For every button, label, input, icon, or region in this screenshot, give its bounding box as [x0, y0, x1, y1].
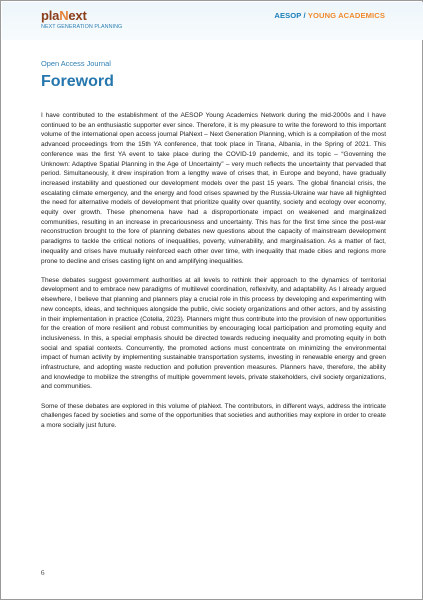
page-title: Foreword: [41, 73, 114, 90]
logo-text-pla: pla: [41, 8, 60, 23]
aesop-separator: /: [301, 11, 308, 20]
journal-label: Open Access Journal: [41, 59, 111, 68]
paragraph: Some of these debates are explored in this volume of plaNext. The contributors, in different ways, address the intricate challenges faced by societies and some of the opportunities that societies and authorities may explore in order to create a more socially just future.: [41, 402, 386, 430]
logo-subtitle: NEXT GENERATION PLANNING: [41, 24, 123, 30]
body-text: [41, 111, 386, 440]
planext-logo: [41, 9, 87, 23]
paragraph: I have contributed to the establishment of the AESOP Young Academics Network during the mid-2000s and I have continued to be an enthusiastic supporter ever since. Therefore, it is my pleasure to write the foreword to this important volume of the international open access journal PlaNext – Next Generation Planning, which is a compilation of the most advanced proceedings from the 15th YA conference, that took place in Tirana, Albania, in the Spring of 2021. This conference was the first YA event to take place during the COVID-19 pandemic, and its topic – “Governing the Unknown: Adaptive Spatial Planning in the Age of Uncertainty” – very much reflects the uncertainty that pervaded that period. Simultaneously, it drew inspiration from a lengthy wave of crises that, in Europe and beyond, have gradually increased instability and questioned our development models over the past 15 years. The global financial crisis, the escalating climate emergency, and the energy and food crises spawned by the Russia-Ukraine war have all highlighted the need for alternative models of development that prioritize quality over quantity, society and ecology over economy, equity over growth. These phenomena have had a disproportionate impact on weakened and marginalized communities, resulting in an increase in precariousness and uncertainty. This has for the first time since the post-war reconstruction brought to the fore of planning debates new questions about the capacity of mainstream development paradigms to tackle the critical notions of inequalities, poverty, vulnerability, and marginalisation. As a matter of fact, inequality and crises have mutually reinforced each other over time, with inequality that made cities and regions more prone to decline and crises casting light on and amplifying inequalities.: [41, 112, 386, 265]
logo-text-x: N: [59, 8, 69, 23]
young-academics-label: YOUNG ACADEMICS: [307, 11, 385, 20]
aesop-header-label: [274, 11, 385, 20]
page-number: 6: [41, 569, 45, 577]
aesop-label: AESOP: [274, 11, 302, 20]
paragraph: These debates suggest government authorities at all levels to rethink their approach to the dynamics of territorial development and to embrace new paradigms of multilevel coordination, reflexivity, and adaptability. As I already argued elsewhere, I believe that planning and planners play a crucial role in this process by developing and experimenting with new concepts, ideas, and techniques alongside the public, civic society organizations and other actors, and by assisting in their implementation in practice (Cotella, 2023). Planners might thus contribute into the provision of new opportunities for the creation of more resilient and robust communities by encouraging local participation and promoting equity and inclusiveness. In this, a special emphasis should be directed towards reducing inequality and promoting equity in both social and spatial contexts. Concurrently, the promoted actions must concentrate on minimizing the environmental impact of human activity by implementing sustainable transportation systems, investing in renewable energy and green infrastructure, and adopting waste reduction and pollution prevention measures. Planners have, therefore, the ability and knowledge to mobilize the strengths of multiple government levels, private stakeholders, civil society organizations, and communities.: [41, 276, 386, 391]
logo-text-ext: ext: [68, 8, 87, 23]
